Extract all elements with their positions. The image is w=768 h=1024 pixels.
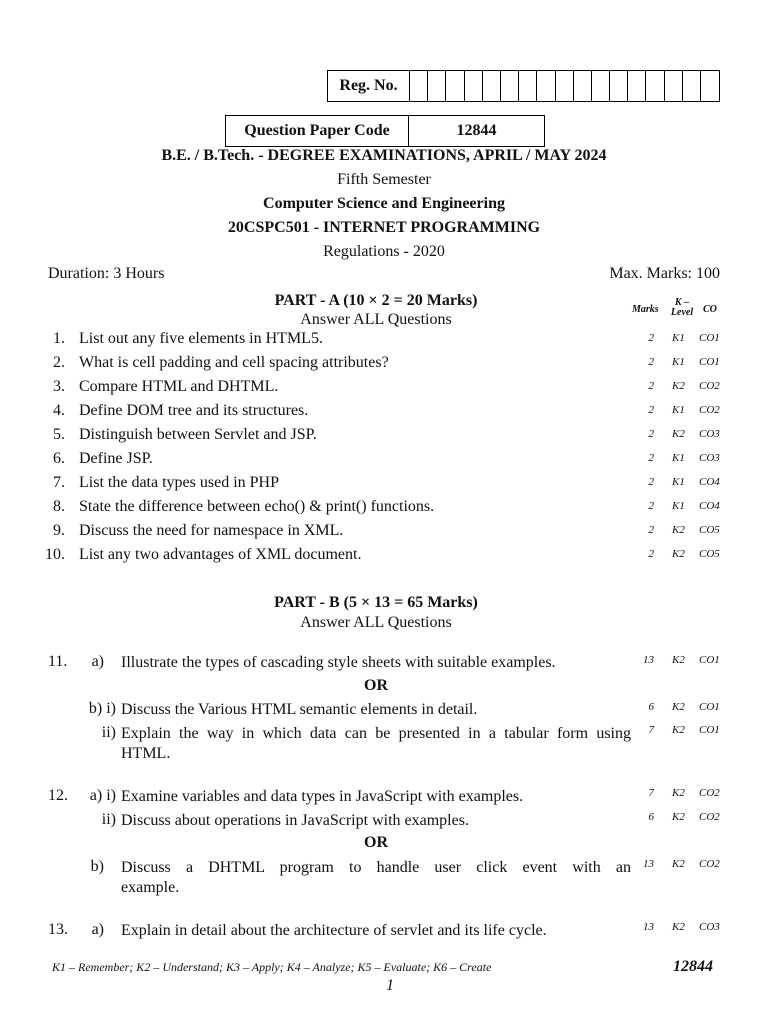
question-text-line1: Explain the way in which data can be presented in a tabular form using xyxy=(121,725,631,742)
question-number: 3. xyxy=(53,378,65,395)
level-value: K2 xyxy=(672,858,685,870)
question-number: 5. xyxy=(53,426,65,443)
question-number: 11. xyxy=(48,653,68,670)
marks-value: 6 xyxy=(648,701,654,713)
co-column-header: CO xyxy=(703,304,717,315)
co-value: CO5 xyxy=(699,548,720,560)
level-value: K1 xyxy=(672,332,685,344)
sub-label: a) xyxy=(91,921,104,938)
marks-column-header: Marks xyxy=(632,304,659,315)
semester: Fifth Semester xyxy=(337,171,431,188)
question-paper-code-box xyxy=(225,115,545,147)
marks-value: 2 xyxy=(648,524,654,536)
question-number: 2. xyxy=(53,354,65,371)
question-number: 12. xyxy=(48,787,68,804)
level-value: K2 xyxy=(672,787,685,799)
level-header-bottom: Level xyxy=(670,307,694,318)
sub-label: b) xyxy=(90,858,104,875)
question-text: Illustrate the types of cascading style sheets with suitable examples. xyxy=(121,654,556,671)
level-value: K1 xyxy=(672,404,685,416)
co-value: CO1 xyxy=(699,332,720,344)
question-text: Examine variables and data types in JavaScript with examples. xyxy=(121,788,524,805)
part-a-title: PART - A (10 × 2 = 20 Marks) xyxy=(274,292,478,309)
marks-value: 2 xyxy=(648,404,654,416)
duration: Duration: 3 Hours xyxy=(48,265,165,282)
course-title: 20CSPC501 - INTERNET PROGRAMMING xyxy=(227,219,541,236)
reg-no-cell xyxy=(465,71,483,101)
level-value: K2 xyxy=(672,921,685,933)
reg-no-cell xyxy=(610,71,628,101)
level-value: K2 xyxy=(672,548,685,560)
marks-value: 2 xyxy=(648,380,654,392)
co-value: CO1 xyxy=(699,701,720,713)
question-text: List the data types used in PHP xyxy=(79,474,279,491)
k-level-legend: K1 – Remember; K2 – Understand; K3 – Apply; K4 – Analyze; K5 – Evaluate; K6 – Create xyxy=(52,960,492,974)
marks-value: 2 xyxy=(648,428,654,440)
reg-no-cell xyxy=(519,71,537,101)
or-separator: OR xyxy=(364,834,388,851)
part-a-instruction: Answer ALL Questions xyxy=(300,311,452,328)
reg-no-cell xyxy=(428,71,446,101)
co-value: CO2 xyxy=(699,858,720,870)
reg-no-cell xyxy=(592,71,610,101)
question-number: 9. xyxy=(53,522,65,539)
sub-label: a) xyxy=(91,653,104,670)
level-value: K2 xyxy=(672,524,685,536)
question-number: 13. xyxy=(48,921,68,938)
reg-no-label: Reg. No. xyxy=(328,71,410,101)
co-value: CO3 xyxy=(699,428,720,440)
question-text: Discuss the need for namespace in XML. xyxy=(79,522,344,539)
question-text: Compare HTML and DHTML. xyxy=(79,378,279,395)
part-b-title: PART - B (5 × 13 = 65 Marks) xyxy=(274,594,478,611)
co-value: CO1 xyxy=(699,356,720,368)
level-value: K1 xyxy=(672,476,685,488)
level-value: K2 xyxy=(672,724,685,736)
sub-label: ii) xyxy=(101,724,116,741)
level-header-top: K – xyxy=(674,297,690,308)
question-text: Discuss the Various HTML semantic elements in detail. xyxy=(121,701,478,718)
co-value: CO4 xyxy=(699,500,720,512)
marks-value: 13 xyxy=(643,921,654,933)
reg-no-cell xyxy=(683,71,701,101)
or-separator: OR xyxy=(364,677,388,694)
level-value: K2 xyxy=(672,380,685,392)
sub-label: a) i) xyxy=(89,787,116,804)
marks-value: 2 xyxy=(648,356,654,368)
question-text: List out any five elements in HTML5. xyxy=(79,330,323,347)
marks-value: 2 xyxy=(648,332,654,344)
level-value: K2 xyxy=(672,428,685,440)
question-number: 4. xyxy=(53,402,65,419)
marks-value: 7 xyxy=(648,724,654,736)
co-value: CO2 xyxy=(699,787,720,799)
level-value: K2 xyxy=(672,701,685,713)
marks-value: 6 xyxy=(648,811,654,823)
reg-no-cell xyxy=(556,71,574,101)
level-value: K1 xyxy=(672,500,685,512)
reg-no-cell xyxy=(483,71,501,101)
qpc-value: 12844 xyxy=(456,122,497,139)
marks-value: 2 xyxy=(648,548,654,560)
co-value: CO4 xyxy=(699,476,720,488)
marks-value: 2 xyxy=(648,476,654,488)
question-number: 10. xyxy=(45,546,65,563)
question-text: State the difference between echo() & print() functions. xyxy=(79,498,435,515)
reg-no-cell xyxy=(537,71,555,101)
reg-no-cell xyxy=(628,71,646,101)
max-marks: Max. Marks: 100 xyxy=(609,265,720,282)
page-number: 1 xyxy=(386,977,394,994)
question-number: 6. xyxy=(53,450,65,467)
reg-no-cell xyxy=(446,71,464,101)
question-number: 8. xyxy=(53,498,65,515)
level-value: K2 xyxy=(672,654,685,666)
co-value: CO2 xyxy=(699,404,720,416)
level-value: K1 xyxy=(672,452,685,464)
co-value: CO2 xyxy=(699,811,720,823)
department: Computer Science and Engineering xyxy=(263,195,505,212)
co-value: CO1 xyxy=(699,654,720,666)
marks-value: 7 xyxy=(648,787,654,799)
reg-no-cell xyxy=(701,71,719,101)
sub-label: ii) xyxy=(101,811,116,828)
reg-no-cell xyxy=(665,71,683,101)
co-value: CO1 xyxy=(699,724,720,736)
level-value: K2 xyxy=(672,811,685,823)
marks-value: 2 xyxy=(648,500,654,512)
sub-label: b) i) xyxy=(88,700,116,717)
marks-value: 13 xyxy=(643,654,654,666)
reg-no-box xyxy=(327,70,720,102)
marks-value: 2 xyxy=(648,452,654,464)
level-value: K1 xyxy=(672,356,685,368)
reg-no-cell xyxy=(646,71,664,101)
footer-code: 12844 xyxy=(673,958,713,975)
question-text-line2: example. xyxy=(121,879,180,896)
marks-value: 13 xyxy=(643,858,654,870)
question-text: Define JSP. xyxy=(79,450,153,467)
question-text-line2: HTML. xyxy=(121,745,171,762)
co-value: CO5 xyxy=(699,524,720,536)
question-text: Distinguish between Servlet and JSP. xyxy=(79,426,317,443)
regulations: Regulations - 2020 xyxy=(323,243,445,260)
co-value: CO3 xyxy=(699,452,720,464)
co-value: CO3 xyxy=(699,921,720,933)
question-text: Define DOM tree and its structures. xyxy=(79,402,309,419)
exam-title: B.E. / B.Tech. - DEGREE EXAMINATIONS, APRIL / MAY 2024 xyxy=(161,147,607,164)
reg-no-cell xyxy=(574,71,592,101)
level-column-header xyxy=(666,298,698,318)
question-number: 7. xyxy=(53,474,65,491)
question-text: What is cell padding and cell spacing attributes? xyxy=(79,354,389,371)
co-value: CO2 xyxy=(699,380,720,392)
qpc-label: Question Paper Code xyxy=(226,116,409,146)
question-text: Explain in detail about the architecture of servlet and its life cycle. xyxy=(121,922,547,939)
question-text: List any two advantages of XML document. xyxy=(79,546,362,563)
question-text-line1: Discuss a DHTML program to handle user click event with an xyxy=(121,859,631,876)
part-b-instruction: Answer ALL Questions xyxy=(300,614,452,631)
reg-no-cell xyxy=(410,71,428,101)
reg-no-cell xyxy=(501,71,519,101)
question-text: Discuss about operations in JavaScript with examples. xyxy=(121,812,469,829)
question-number: 1. xyxy=(53,330,65,347)
